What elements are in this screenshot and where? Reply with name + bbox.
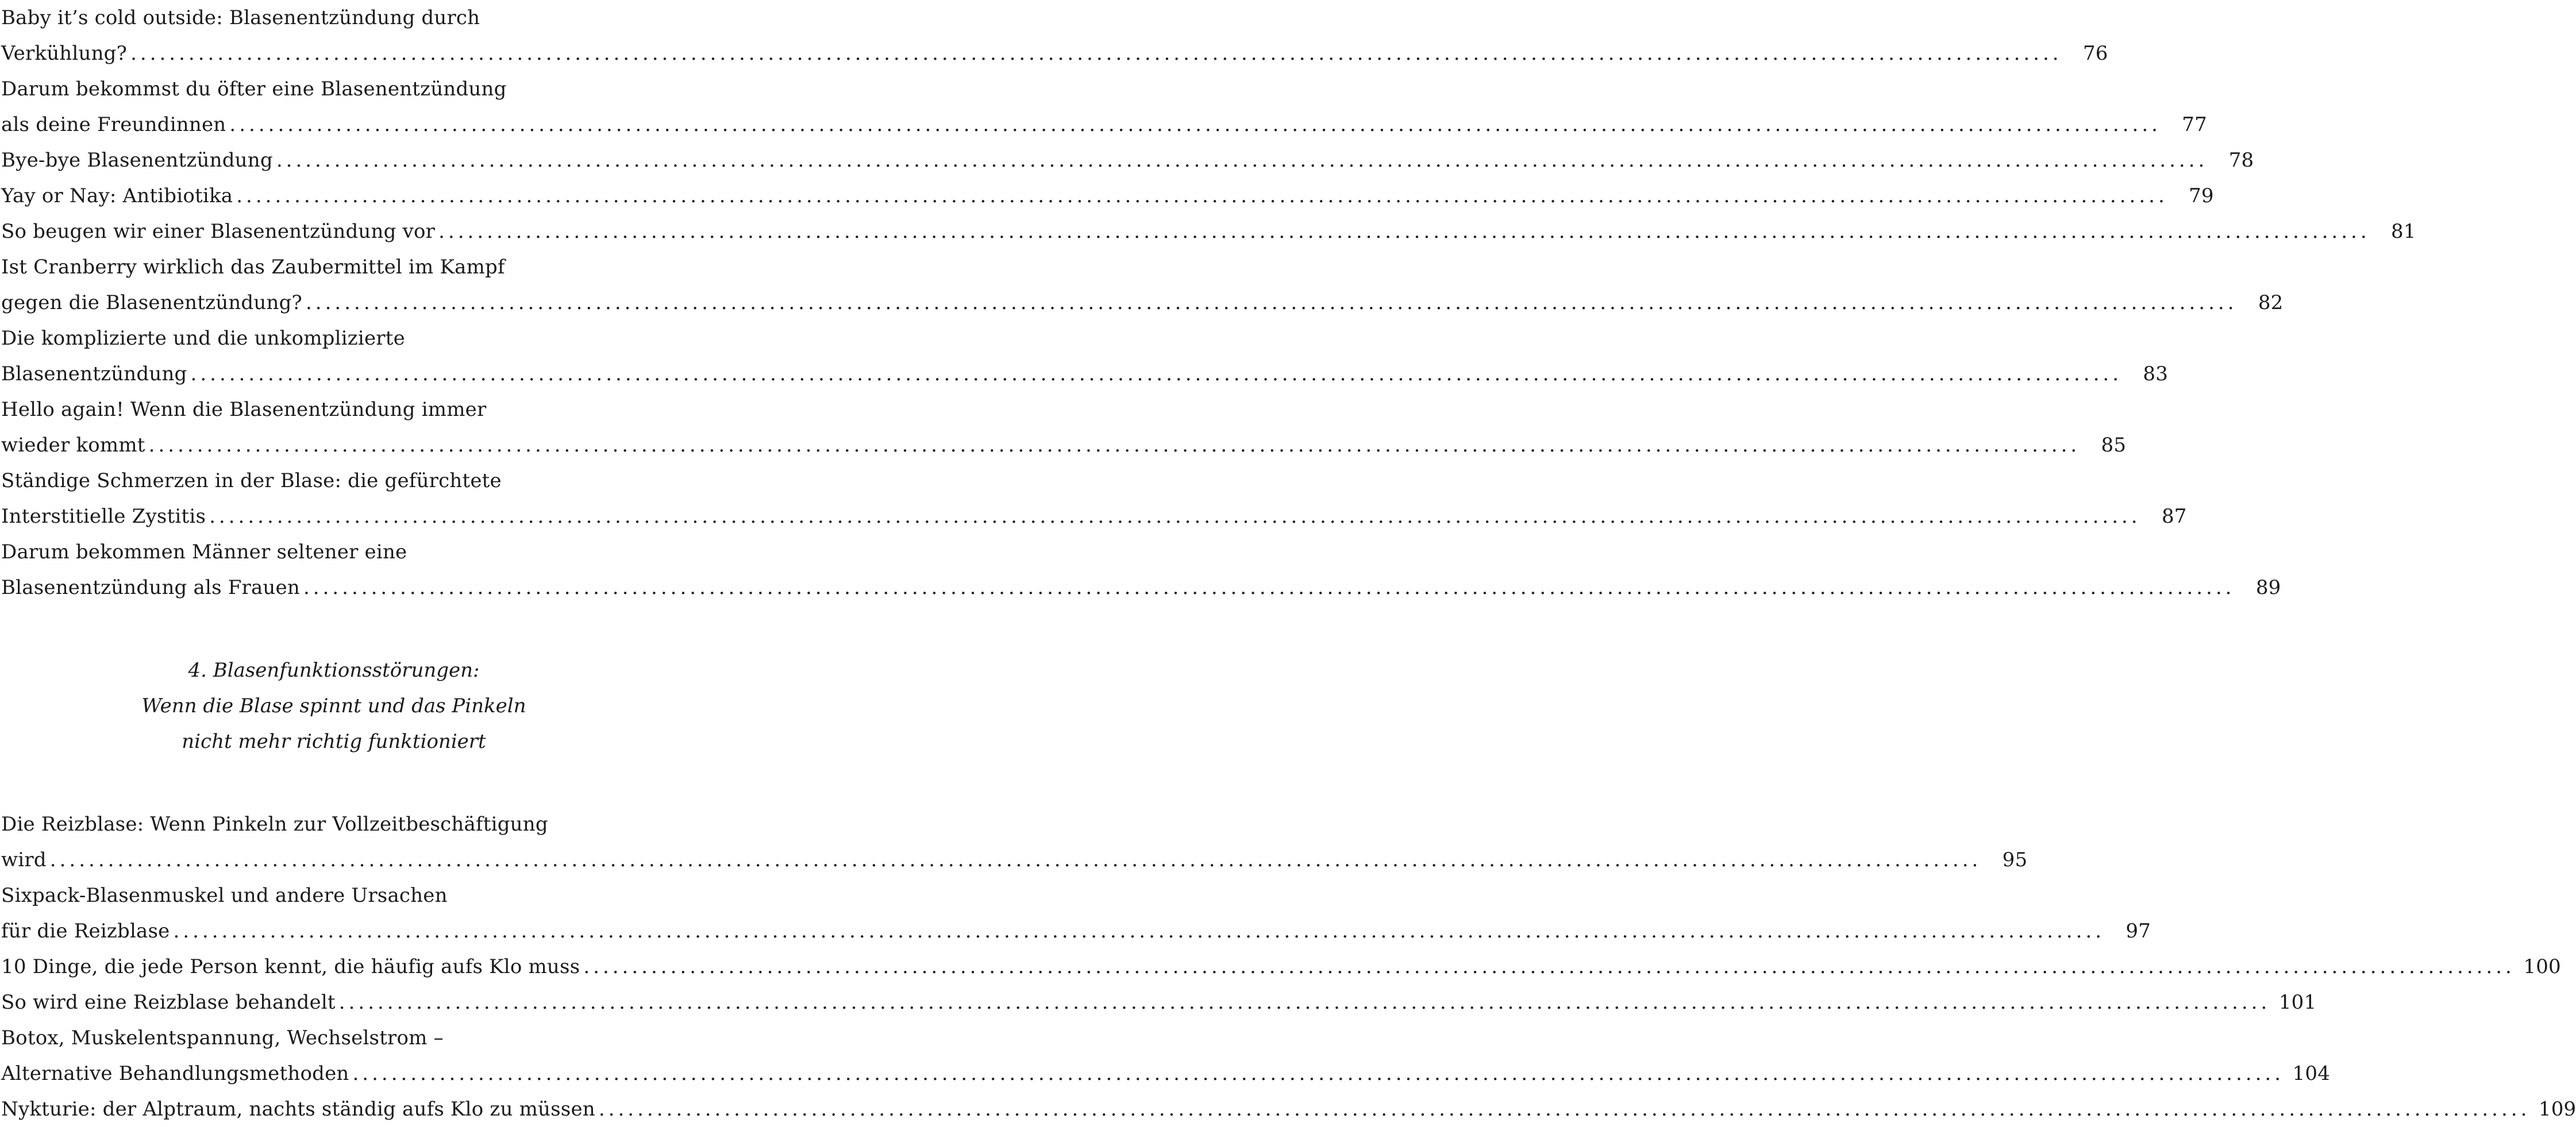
toc-entry-line [1,985,2317,1020]
toc-entry-title: Hello again! Wenn die Blasenentzündung immer [1,398,487,421]
toc-page-number: 76 [2082,42,2108,65]
dot-leader: ........................................................................................................................................................................................................ [229,113,2161,136]
toc-entry [1,534,2281,605]
toc-entry-title: wird [1,848,47,871]
toc-entry-title: wieder kommt [1,434,145,457]
toc-entry-title: 10 Dinge, die jede Person kennt, die häufig aufs Klo muss [1,955,580,978]
chapter-heading-line: Wenn die Blase spinnt und das Pinkeln [141,694,526,717]
toc-page-number: 79 [2189,184,2214,207]
toc-entry-title: Blasenentzündung als Frauen [1,576,300,599]
toc-entry-line [1,356,2169,392]
toc-page-number: 82 [2258,291,2284,314]
dot-leader: ........................................................................................................................................................................................................ [276,149,2208,172]
toc-entry [1,321,2169,392]
toc-entry [1,1020,2331,1091]
toc-page-number: 100 [2523,955,2561,978]
chapter-heading-line: 4. Blasenfunktionsstörungen: [188,659,480,682]
toc-entry-line [1,570,2281,605]
toc-page-number: 85 [2101,434,2127,457]
toc-entry-line [1,214,2416,249]
dot-leader: ........................................................................................................................................................................................................ [352,1062,2285,1085]
toc-entry-title: Botox, Muskelentspannung, Wechselstrom – [1,1026,444,1049]
dot-leader: ........................................................................................................................................................................................................ [598,1098,2531,1121]
toc-entry [1,1091,2576,1127]
toc-entry-title: So beugen wir einer Blasenentzündung vor [1,220,436,243]
toc-entry-line [1,842,2028,878]
dot-leader: ........................................................................................................................................................................................................ [190,362,2123,385]
dot-leader: ........................................................................................................................................................................................................ [209,505,2141,528]
toc-entry-line [1,1091,2576,1127]
toc-entry [1,71,2207,142]
toc-entry-title: Blasenentzündung [1,362,187,385]
table-of-contents [1,0,2576,1127]
toc-entry-line [1,71,667,107]
toc-page-number: 101 [2278,991,2317,1014]
toc-page-number: 83 [2143,362,2169,385]
toc-entry-title: Verkühlung? [1,42,128,65]
chapter-heading-line: nicht mehr richtig funktioniert [182,730,486,753]
toc-page-number: 78 [2228,149,2254,172]
toc-entry-line [1,321,667,356]
toc-entry-line [1,107,2207,142]
toc-entry-line [1,249,667,285]
toc-entry [1,949,2561,985]
toc-entry-title: Ist Cranberry wirklich das Zaubermittel im Kampf [1,256,505,279]
toc-entry-line [1,427,2127,463]
toc-entry-line [1,534,667,570]
toc-page-number: 77 [2182,113,2207,136]
toc-entry-line [1,178,2214,214]
toc-entry-line [1,285,2284,321]
toc-entry [1,985,2317,1020]
toc-page-number: 81 [2390,220,2416,243]
toc-entry [1,178,2214,214]
toc-entry-title: Ständige Schmerzen in der Blase: die gefürchtete [1,469,502,492]
toc-section-b [1,806,2576,1127]
toc-entry [1,0,2108,71]
toc-entry-title: gegen die Blasenentzündung? [1,291,302,314]
toc-entry-title: Darum bekommen Männer seltener eine [1,541,407,564]
toc-entry-line [1,949,2561,985]
toc-entry-line [1,878,667,913]
toc-page-number: 97 [2126,920,2151,943]
dot-leader: ........................................................................................................................................................................................................ [148,434,2081,457]
dot-leader: ........................................................................................................................................................................................................ [130,42,2062,65]
toc-entry [1,392,2127,463]
toc-entry-line [1,1056,2331,1091]
toc-entry-line [1,1020,667,1056]
toc-entry-line [1,463,667,499]
toc-page-number: 87 [2161,505,2187,528]
toc-entry-title: Alternative Behandlungsmethoden [1,1062,349,1085]
toc-entry-title: Darum bekommst du öfter eine Blasenentzündung [1,78,507,101]
toc-entry [1,463,2187,534]
toc-page-number: 89 [2255,576,2281,599]
dot-leader: ........................................................................................................................................................................................................ [438,220,2370,243]
dot-leader: ........................................................................................................................................................................................................ [583,955,2515,978]
toc-section-a [1,0,2416,605]
toc-entry-line [1,499,2187,534]
toc-entry-line [1,142,2254,178]
toc-page-number: 104 [2292,1062,2331,1085]
dot-leader: ........................................................................................................................................................................................................ [236,184,2168,207]
toc-entry-title: So wird eine Reizblase behandelt [1,991,336,1014]
toc-entry-line [1,806,667,842]
dot-leader: ........................................................................................................................................................................................................ [173,920,2105,943]
chapter-heading [1,653,667,759]
toc-entry-title: Interstitielle Zystitis [1,505,206,528]
dot-leader: ........................................................................................................................................................................................................ [338,991,2271,1014]
toc-entry-title: Die Reizblase: Wenn Pinkeln zur Vollzeitbeschäftigung [1,813,548,836]
dot-leader: ........................................................................................................................................................................................................ [303,576,2235,599]
toc-entry-title: Sixpack-Blasenmuskel und andere Ursachen [1,884,448,907]
toc-entry [1,249,2284,321]
toc-entry [1,142,2254,178]
toc-entry-line [1,36,2108,71]
toc-entry-title: Nykturie: der Alptraum, nachts ständig aufs Klo zu müssen [1,1098,595,1121]
toc-entry-line [1,392,667,427]
toc-entry-title: Bye-bye Blasenentzündung [1,149,273,172]
toc-entry-title: Baby it’s cold outside: Blasenentzündung durch [1,6,480,29]
toc-entry-title: als deine Freundinnen [1,113,226,136]
toc-entry [1,878,2151,949]
toc-entry [1,806,2028,878]
toc-entry-title: Die komplizierte und die unkomplizierte [1,327,405,350]
toc-entry-title: für die Reizblase [1,920,170,943]
dot-leader: ........................................................................................................................................................................................................ [305,291,2238,314]
toc-page-number: 109 [2538,1098,2576,1121]
toc-page-number: 95 [2002,848,2028,871]
toc-entry [1,214,2416,249]
toc-entry-line [1,0,667,36]
dot-leader: ........................................................................................................................................................................................................ [49,848,1982,871]
toc-entry-title: Yay or Nay: Antibiotika [1,184,233,207]
toc-entry-line [1,913,2151,949]
